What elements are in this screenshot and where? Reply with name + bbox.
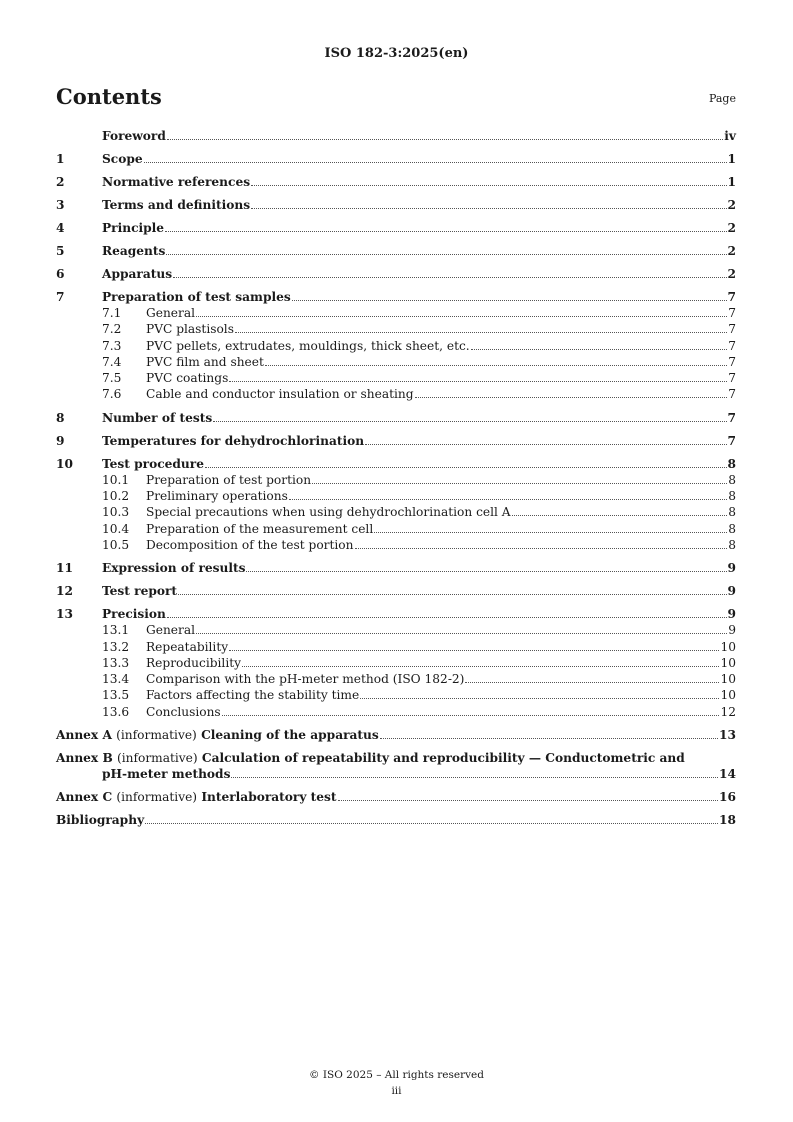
toc-entry[interactable] [56,128,736,144]
toc-subentry-title: Reproducibility [146,655,242,670]
bibliography-title: Bibliography [56,813,145,828]
toc-entry[interactable] [56,151,736,167]
toc-entry-title: Principle [102,221,165,235]
annex-title: Calculation of repeatability and reproducibility — Conductometric and [201,751,685,766]
toc-subentry-page: 8 [728,537,736,552]
toc-subentry-title: PVC film and sheet [146,354,264,369]
toc-entry-page: 2 [727,221,736,235]
toc-subentry[interactable] [56,639,736,655]
toc-subentry-page: 7 [728,338,736,353]
page-footer [0,1067,793,1099]
dot-leader [165,231,726,232]
toc-subentry-title: Cable and conductor insulation or sheating [146,387,414,402]
toc-entry-page: iv [724,129,736,143]
toc-subentry-page: 10 [720,688,736,703]
toc-subentry-title: Special precautions when using dehydrochlorination cell A [146,505,511,520]
dot-leader [251,208,726,209]
toc-entry-title: Expression of results [102,561,246,576]
toc-entry-number: 7 [56,290,65,304]
toc-subentry[interactable] [56,521,736,537]
dot-leader [415,397,728,398]
document-header: ISO 182-3:2025(en) [324,46,469,61]
toc-subentry-page: 8 [728,505,736,520]
toc-subentry-title: Comparison with the pH-meter method (ISO 182-2) [146,672,465,687]
toc-subentry-title: General [146,623,195,638]
toc-entry-title: Preparation of test samples [102,290,291,304]
toc-subentry-page: 8 [728,489,736,504]
annex-title-continued: pH-meter methods [102,767,231,782]
toc-subentry-number: 7.5 [102,371,122,386]
toc-annex-entry[interactable] [56,727,736,743]
toc-entry-title: Foreword [102,129,166,143]
toc-subentry-title: Repeatability [146,639,229,654]
toc-entry[interactable] [56,174,736,190]
toc-subentry-number: 7.4 [102,354,122,369]
toc-subentry-title: Factors affecting the stability time [146,688,360,703]
dot-leader [229,650,719,651]
annex-heading-text [56,789,337,805]
toc-entry[interactable] [56,197,736,213]
toc-entry-page: 1 [727,152,736,166]
toc-entry-title: Terms and definitions [102,198,251,212]
toc-subentry-page: 7 [728,354,736,369]
toc-entry[interactable] [56,583,736,599]
toc-subentry-title: Conclusions [146,704,221,719]
toc-subentry-page: 12 [720,704,736,719]
toc-subentry[interactable] [56,305,736,321]
toc-subentry-page: 7 [728,322,736,337]
toc-entry-number: 4 [56,221,65,235]
annex-page: 14 [719,767,736,782]
toc-subentry-title: PVC pellets, extrudates, mouldings, thick sheet, etc. [146,338,470,353]
dot-leader [374,532,727,533]
dot-leader [380,738,718,739]
toc-subentry-title: Preliminary operations [146,489,288,504]
toc-entry-page: 1 [727,175,736,189]
dot-leader [465,682,719,683]
dot-leader [246,571,726,572]
toc-entry-number: 13 [56,607,73,622]
toc-subentry-title: Decomposition of the test portion [146,537,354,552]
toc-subentry[interactable] [56,370,736,386]
toc-subentry-title: PVC plastisols [146,322,234,337]
annex-type: (informative) [116,728,197,743]
dot-leader [289,499,727,500]
dot-leader [205,467,727,468]
dot-leader [173,277,726,278]
annex-label: Annex A [56,728,112,743]
toc-subentry-page: 8 [728,472,736,487]
toc-subentry[interactable] [56,504,736,520]
toc-subentry[interactable] [56,338,736,354]
toc-subentry-page: 7 [728,387,736,402]
toc-subentry[interactable] [56,687,736,703]
annex-heading-continued [56,766,736,782]
dot-leader [178,594,726,595]
dot-leader [365,444,726,445]
dot-leader [251,185,726,186]
toc-annex-entry[interactable] [56,750,736,782]
toc-entry[interactable] [56,220,736,236]
toc-entry[interactable] [56,606,736,622]
toc-subentry-page: 7 [728,371,736,386]
toc-subentry-number: 13.2 [102,639,130,654]
annex-title: Cleaning of the apparatus [201,728,379,743]
toc-entry-page: 2 [727,244,736,258]
toc-entry-title: Apparatus [102,267,173,281]
toc-subentry-number: 10.2 [102,489,130,504]
dot-leader [167,139,723,140]
toc-subentry-number: 10.4 [102,521,130,536]
toc-subentry-number: 7.3 [102,338,122,353]
toc-subentry[interactable] [56,671,736,687]
toc-entry-number: 3 [56,198,65,212]
toc-entry-number: 2 [56,175,65,189]
annex-heading [56,727,736,743]
toc-subentry[interactable] [56,386,736,402]
dot-leader [229,381,727,382]
toc-subentry-title: PVC coatings [146,371,229,386]
toc-entry-number: 8 [56,410,65,425]
toc-entry-number: 5 [56,244,65,258]
toc-subentry-page: 10 [720,672,736,687]
toc-entry-page: 9 [727,561,736,576]
toc-subentry-number: 13.1 [102,623,130,638]
toc-entry-page: 9 [727,584,736,599]
dot-leader [242,666,719,667]
annex-heading [56,789,736,805]
dot-leader [312,483,727,484]
toc-entry-title: Number of tests [102,410,213,425]
toc-entry[interactable] [56,456,736,472]
toc-entry[interactable] [56,266,736,282]
dot-leader [360,698,719,699]
dot-leader [196,316,727,317]
toc-entry-title: Precision [102,607,166,622]
toc-entry-number: 11 [56,561,73,576]
toc-entry-page: 2 [727,198,736,212]
dot-leader [265,365,727,366]
annex-heading-text [56,727,379,743]
toc-entry-title: Reagents [102,244,166,258]
page-title: Contents [56,84,162,109]
table-of-contents [56,128,736,828]
dot-leader [145,823,718,824]
dot-leader [144,162,727,163]
dot-leader [355,548,728,549]
dot-leader [338,800,718,801]
annex-label: Annex C [56,790,113,805]
toc-entry[interactable] [56,243,736,259]
toc-entry[interactable] [56,433,736,449]
bibliography-page: 18 [719,813,736,828]
toc-bibliography-entry[interactable] [56,812,736,828]
dot-leader [231,777,718,778]
toc-subentry[interactable] [56,354,736,370]
toc-entry-page: 2 [727,267,736,281]
toc-entry-page: 7 [727,433,736,448]
toc-subentry[interactable] [56,622,736,638]
toc-subentry[interactable] [56,655,736,671]
toc-entry-title: Temperatures for dehydrochlorination [102,433,365,448]
annex-type: (informative) [116,790,198,805]
dot-leader [222,715,720,716]
toc-subentry[interactable] [56,537,736,553]
page-number: iii [391,1085,402,1097]
toc-entry-page: 8 [727,456,736,471]
toc-entry-number: 6 [56,267,65,281]
toc-subentry-title: Preparation of test portion [146,472,312,487]
toc-entry-title: Test report [102,584,178,599]
toc-subentry-title: Preparation of the measurement cell [146,521,374,536]
copyright-notice: © ISO 2025 – All rights reserved [309,1069,484,1081]
annex-type: (informative) [117,751,198,766]
annex-label: Annex B [56,751,113,766]
dot-leader [512,515,728,516]
annex-page: 13 [719,728,736,743]
toc-subentry-title: General [146,306,195,320]
toc-subentry-number: 13.5 [102,688,130,703]
dot-leader [471,349,728,350]
annex-page: 16 [719,790,736,805]
toc-subentry[interactable] [56,321,736,337]
toc-entry-title: Normative references [102,175,251,189]
toc-entry-number: 9 [56,433,65,448]
dot-leader [196,633,727,634]
toc-entry[interactable] [56,410,736,426]
toc-subentry[interactable] [56,488,736,504]
toc-entry-number: 12 [56,584,73,599]
toc-annex-entry[interactable] [56,789,736,805]
toc-subentry-number: 13.4 [102,672,130,687]
dot-leader [292,300,727,301]
toc-subentry-number: 7.6 [102,387,122,402]
toc-subentry-page: 10 [720,639,736,654]
toc-entry-title: Scope [102,152,143,166]
toc-subentry-number: 13.6 [102,704,130,719]
page-column-label: Page [708,92,736,105]
dot-leader [213,421,726,422]
toc-entry-page: 9 [727,607,736,622]
toc-subentry-page: 7 [728,306,736,320]
dot-leader [235,332,727,333]
toc-subentry-number: 10.3 [102,505,130,520]
annex-title: Interlaboratory test [201,790,337,805]
toc-entry-number: 1 [56,152,65,166]
toc-entry[interactable] [56,560,736,576]
dot-leader [166,254,726,255]
annex-heading [56,750,736,766]
toc-subentry-page: 10 [720,655,736,670]
dot-leader [167,617,727,618]
toc-subentry-page: 9 [728,623,736,638]
toc-subentry-number: 13.3 [102,655,130,670]
toc-entry-page: 7 [727,410,736,425]
toc-subentry[interactable] [56,472,736,488]
toc-subentry-number: 7.2 [102,322,122,337]
toc-subentry-number: 10.1 [102,472,130,487]
toc-subentry[interactable] [56,704,736,720]
toc-entry-title: Test procedure [102,456,204,471]
toc-entry-page: 7 [727,290,736,304]
toc-subentry-page: 8 [728,521,736,536]
toc-entry-number: 10 [56,456,73,471]
toc-subentry-number: 10.5 [102,537,130,552]
toc-entry[interactable] [56,289,736,305]
toc-subentry-number: 7.1 [102,306,122,320]
